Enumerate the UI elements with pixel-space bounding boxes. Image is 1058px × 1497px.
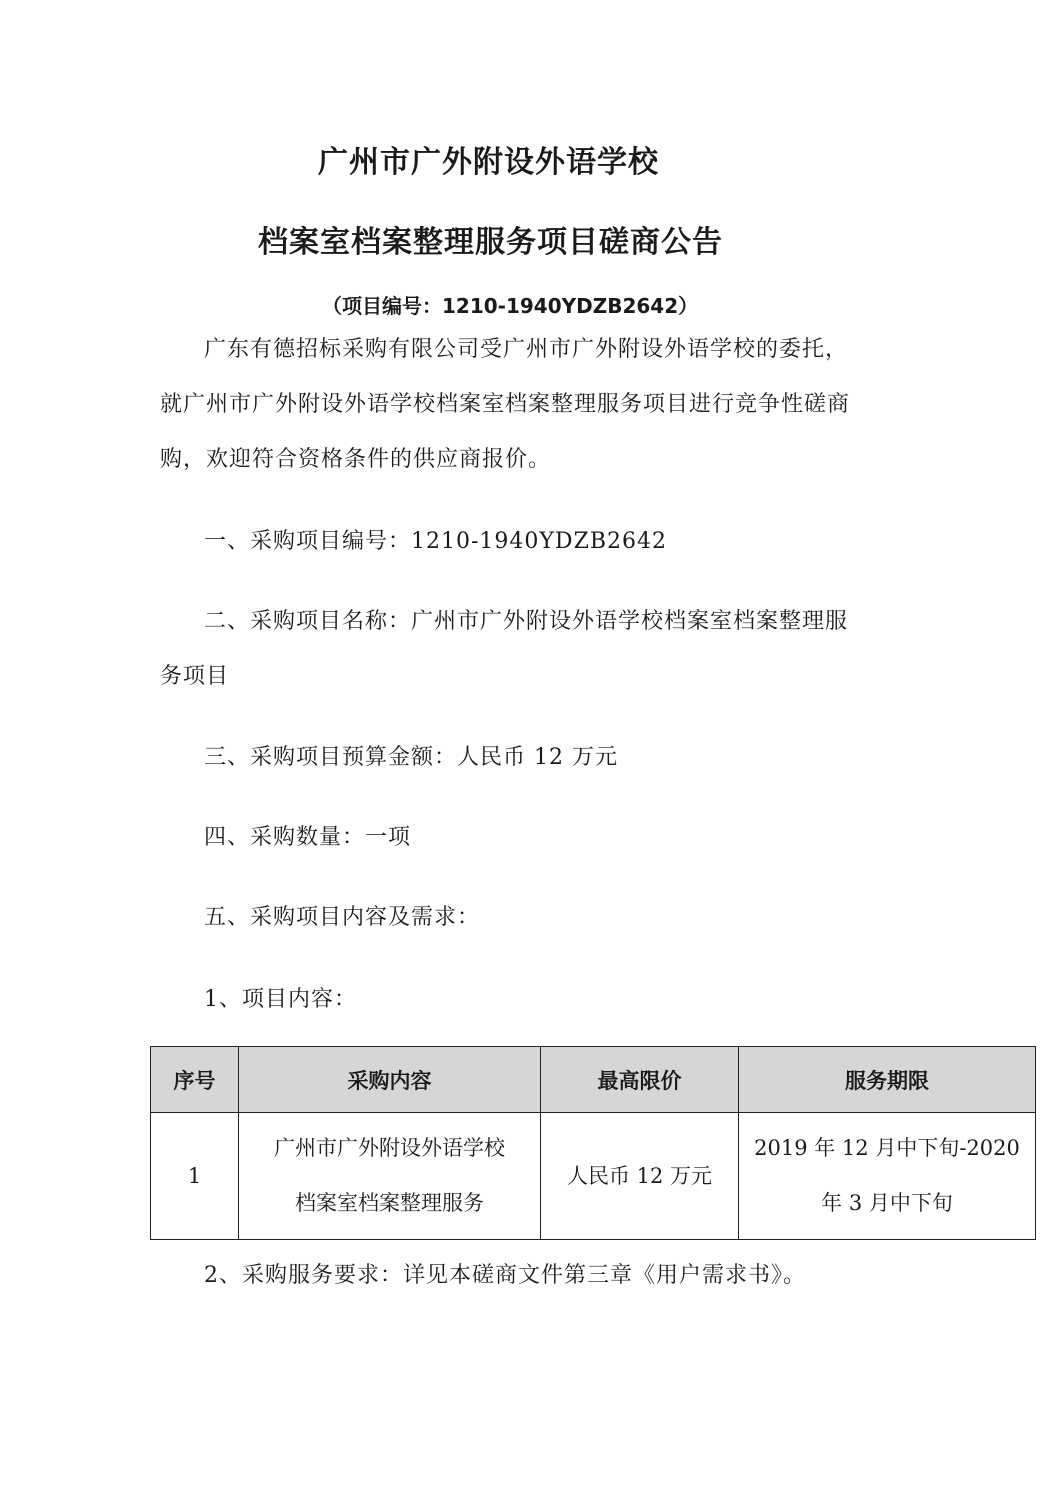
cell-content: [239, 1113, 541, 1240]
table-header-row: [151, 1047, 1036, 1113]
section-budget: 三、采购项目预算金额：人民币 12 万元: [204, 745, 618, 770]
intro-line-2: 就广州市广外附设外语学校档案室档案整理服务项目进行竞争性磋商: [160, 392, 851, 417]
header-service-period: 服务期限: [739, 1047, 1036, 1113]
subsection-service-requirements: 2、采购服务要求：详见本磋商文件第三章《用户需求书》。: [204, 1263, 806, 1288]
subsection-project-content: 1、项目内容：: [204, 987, 357, 1012]
doc-title-line1: 广州市广外附设外语学校: [318, 145, 659, 180]
doc-title-line2: 档案室档案整理服务项目磋商公告: [258, 225, 723, 260]
cell-period-line1: 2019 年 12 月中下旬-2020: [754, 1136, 1020, 1160]
intro-line-3: 购，欢迎符合资格条件的供应商报价。: [160, 447, 552, 472]
procurement-table: [150, 1046, 1036, 1240]
project-number-subtitle: （项目编号：1210-1940YDZB2642）: [322, 294, 699, 318]
header-serial: 序号: [151, 1047, 239, 1113]
cell-period-line2: 年 3 月中下旬: [821, 1191, 953, 1215]
cell-content-line1: 广州市广外附设外语学校: [274, 1136, 505, 1160]
cell-content-line2: 档案室档案整理服务: [295, 1191, 484, 1215]
section-project-name: 二、采购项目名称：广州市广外附设外语学校档案室档案整理服: [204, 609, 849, 634]
header-content: 采购内容: [239, 1047, 541, 1113]
section-project-name-cont: 务项目: [160, 664, 230, 689]
intro-line-1: 广东有德招标采购有限公司受广州市广外附设外语学校的委托，: [204, 337, 849, 362]
table-row: [151, 1113, 1036, 1240]
cell-serial: 1: [151, 1113, 239, 1240]
header-max-price: 最高限价: [541, 1047, 739, 1113]
cell-max-price: 人民币 12 万元: [541, 1113, 739, 1240]
section-project-number: 一、采购项目编号：1210-1940YDZB2642: [204, 529, 668, 554]
section-content-requirements: 五、采购项目内容及需求：: [204, 905, 481, 930]
cell-service-period: [739, 1113, 1036, 1240]
section-quantity: 四、采购数量：一项: [204, 825, 412, 850]
